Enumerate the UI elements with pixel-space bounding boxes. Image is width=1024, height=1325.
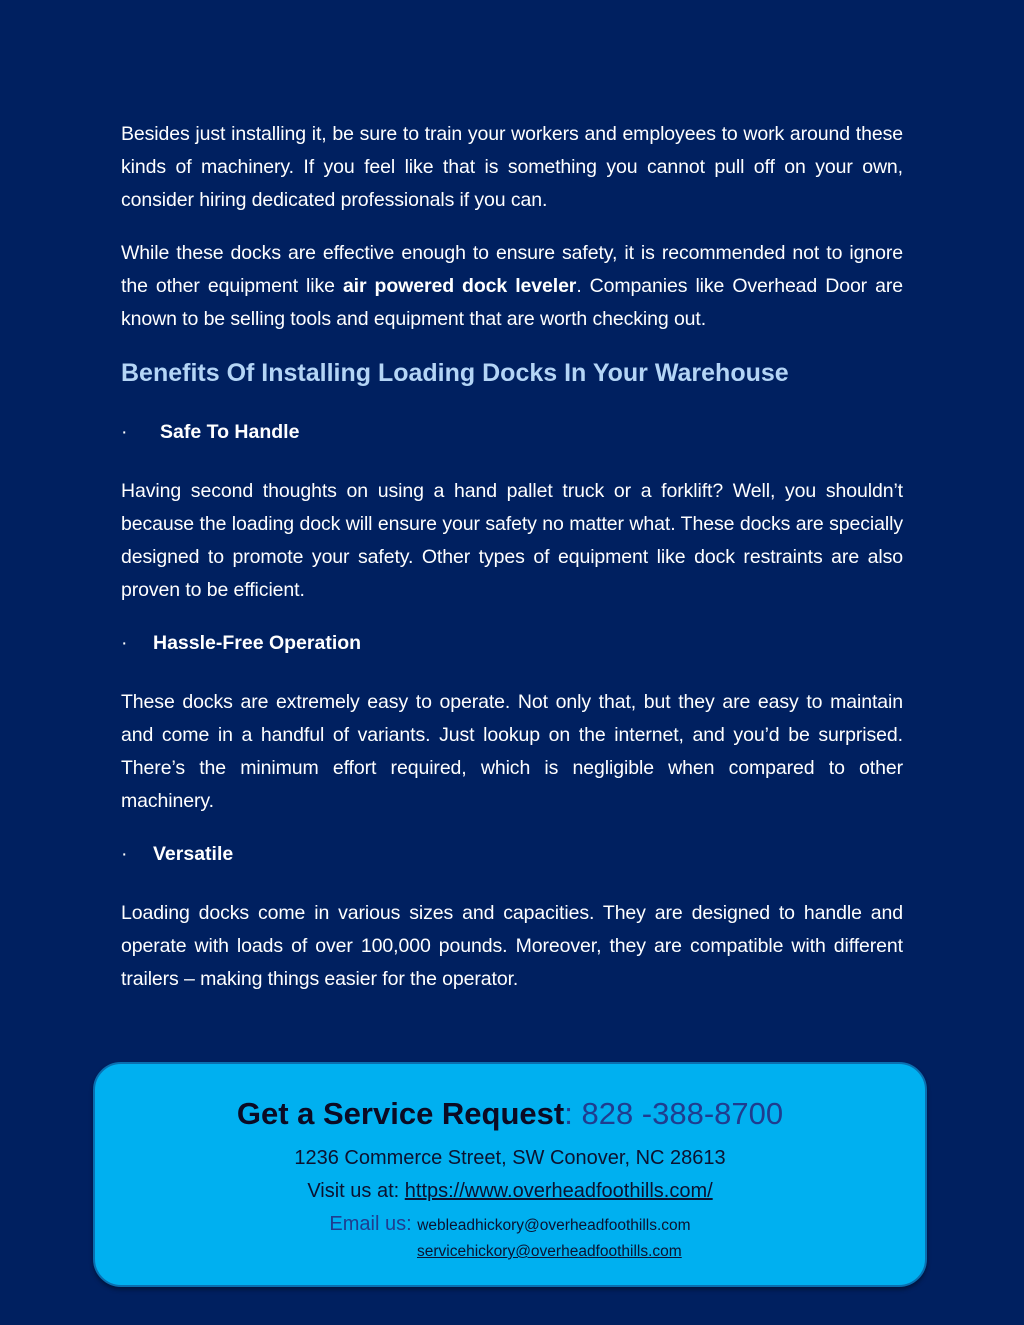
email-label: Email us: xyxy=(329,1213,418,1235)
intro-paragraph-1: Besides just installing it, be sure to train your workers and employees to work around these kinds of machinery. If you feel like that is something you cannot pull off on your own, consider hiring dedicated professionals if you can. xyxy=(121,123,903,211)
article-content xyxy=(121,118,903,1016)
bullet-icon: · xyxy=(121,421,128,443)
service-request-card xyxy=(93,1062,927,1287)
benefit-title-text: Versatile xyxy=(153,843,234,865)
paragraph-2-start: While these docks are effective enough to ensure safety, it is recommended not to ignore the other equipment like xyxy=(121,242,903,297)
section-heading: Benefits Of Installing Loading Docks In Your Warehouse xyxy=(121,359,789,387)
bullet-icon: · xyxy=(121,632,128,654)
email-link-service[interactable]: servicehickory@overheadfoothills.com xyxy=(417,1243,682,1260)
email-link-lead[interactable]: webleadhickory@overheadfoothills.com xyxy=(417,1217,691,1234)
dock-leveler-keyword: air powered dock leveler xyxy=(342,275,577,297)
benefit-text-versatile: Loading docks come in various sizes and capacities. They are designed to handle and operate with loads of over 100,000 pounds. Moreover, they are compatible with different trailers – making things easier for the operator. xyxy=(121,902,903,990)
service-request-line xyxy=(95,1094,925,1134)
separator: : xyxy=(564,1096,582,1131)
visit-label: Visit us at: xyxy=(307,1180,405,1202)
benefit-title-safe xyxy=(121,416,903,449)
bullet-icon: · xyxy=(121,843,128,865)
paragraph-2-end: . Companies like Overhead Door are known to be selling tools and equipment that are worth checking out. xyxy=(121,275,903,330)
benefit-title-text: Safe To Handle xyxy=(160,421,300,443)
benefit-title-text: Hassle-Free Operation xyxy=(153,632,362,654)
email-line xyxy=(95,1210,925,1240)
benefit-text-safe: Having second thoughts on using a hand pallet truck or a forklift? Well, you shouldn’t because the loading dock will ensure your safety no matter what. These docks are specially designed to promote your safety. Other types of equipment like dock restraints are also proven to be efficient. xyxy=(121,480,903,601)
service-request-title: Get a Service Request xyxy=(236,1096,565,1131)
website-line xyxy=(95,1177,925,1205)
benefit-text-hassle-free: These docks are extremely easy to operate. Not only that, but they are easy to maintain and come in a handful of variants. Just lookup on the internet, and you’d be surprised. There’s the minimum effort required, which is negligible when compared to other machinery. xyxy=(121,691,903,812)
benefit-title-hassle-free xyxy=(121,627,903,660)
website-link[interactable]: https://www.overheadfoothills.com/ xyxy=(404,1180,713,1202)
intro-paragraph-2 xyxy=(121,237,903,336)
phone-number[interactable]: 828 -388-8700 xyxy=(581,1096,784,1131)
street-address: 1236 Commerce Street, SW Conover, NC 28613 xyxy=(294,1147,726,1169)
benefit-title-versatile xyxy=(121,838,903,871)
